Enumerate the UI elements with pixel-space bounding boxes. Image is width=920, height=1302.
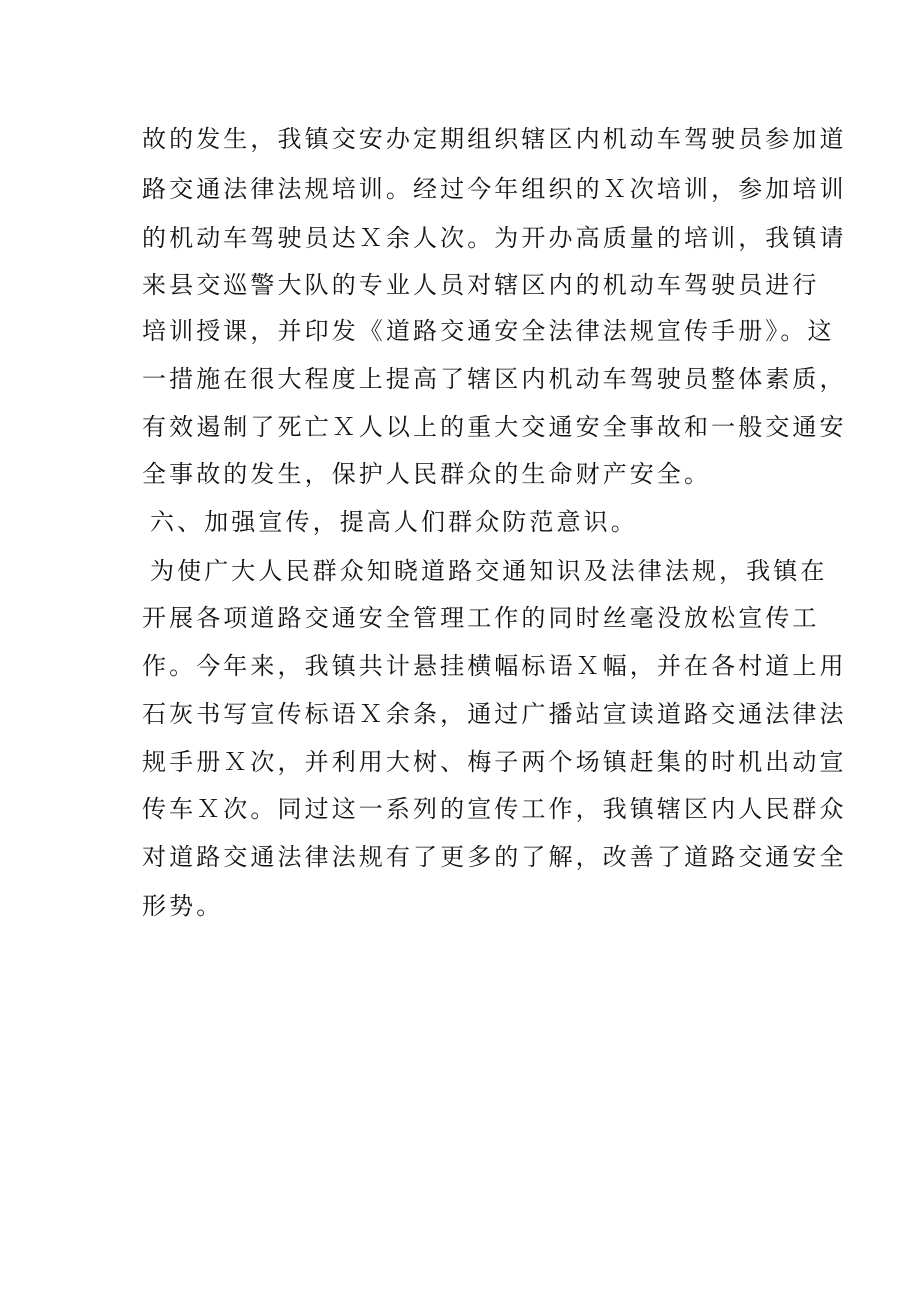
paragraph-1-line-7: 有效遏制了死亡Ｘ人以上的重大交通安全事故和一般交通安 (142, 413, 847, 441)
paragraph-1-line-5: 培训授课，并印发《道路交通安全法律法规宣传手册》。这 (142, 317, 835, 345)
paragraph-1-line-8: 全事故的发生，保护人民群众的生命财产安全。 (142, 460, 712, 488)
paragraph-2-line-5: 规手册Ｘ次，并利用大树、梅子两个场镇赶集的时机出动宣 (142, 748, 847, 776)
paragraph-1-line-6: 一措施在很大程度上提高了辖区内机动车驾驶员整体素质， (142, 365, 847, 393)
paragraph-2-line-1: 为使广大人民群众知晓道路交通知识及法律法规，我镇在 (150, 557, 828, 585)
paragraph-1-line-2: 路交通法律法规培训。经过今年组织的Ｘ次培训，参加培训 (142, 175, 847, 203)
section-heading: 六、加强宣传，提高人们群众防范意识。 (150, 508, 638, 536)
paragraph-2-line-2: 开展各项道路交通安全管理工作的同时丝毫没放松宣传工 (142, 604, 820, 632)
paragraph-2-line-4: 石灰书写宣传标语Ｘ余条，通过广播站宣读道路交通法律法 (142, 700, 847, 728)
paragraph-1-line-4: 来县交巡警大队的专业人员对辖区内的机动车驾驶员进行 (142, 271, 820, 299)
paragraph-2-line-3: 作。今年来，我镇共计悬挂横幅标语Ｘ幅，并在各村道上用 (142, 652, 847, 680)
paragraph-2-line-6: 传车Ｘ次。同过这一系列的宣传工作，我镇辖区内人民群众 (142, 795, 847, 823)
paragraph-2-line-7: 对道路交通法律法规有了更多的了解，改善了道路交通安全 (142, 843, 847, 871)
paragraph-2-line-8: 形势。 (142, 892, 224, 920)
paragraph-1-line-1: 故的发生，我镇交安办定期组织辖区内机动车驾驶员参加道 (142, 125, 847, 153)
paragraph-1-line-3: 的机动车驾驶员达Ｘ余人次。为开办高质量的培训，我镇请 (142, 224, 847, 252)
